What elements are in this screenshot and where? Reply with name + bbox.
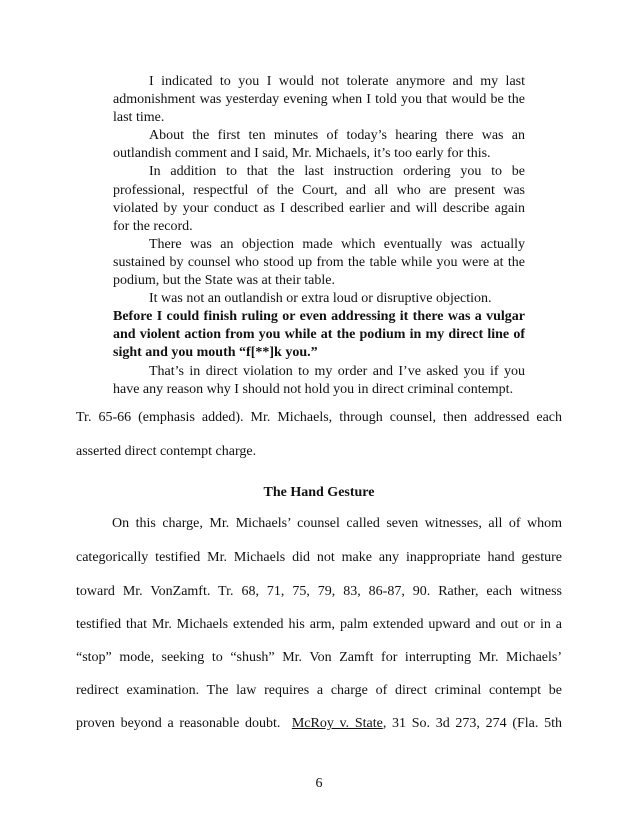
quote-paragraph: That’s in direct violation to my order and I’ve asked you if you have any reason why I should not hold you in direct criminal contempt. bbox=[113, 363, 525, 397]
quote-paragraph: About the first ten minutes of today’s hearing there was an outlandish comment and I said, Mr. Michaels, it’s too early for this. bbox=[113, 128, 525, 162]
quote-paragraph: I indicated to you I would not tolerate anymore and my last admonishment was yesterday evening when I told you that would be the last time. bbox=[113, 74, 525, 126]
case-citation: McRoy v. State bbox=[291, 716, 383, 731]
quote-paragraph: In addition to that the last instruction ordering you to be professional, respectful of the Court, and all who are present was violated by your conduct as I described earlier and will describe again for the record. bbox=[113, 164, 525, 234]
body-text-segment: proven beyond a reasonable doubt. bbox=[76, 716, 281, 731]
quote-paragraph: There was an objection made which eventually was actually sustained by counsel who stood up from the table while you were at the podium, but the State was at their table. bbox=[113, 236, 525, 289]
body-text-line: On this charge, Mr. Michaels’ counsel called seven witnesses, all of whom bbox=[112, 516, 562, 531]
body-text-line: testified that Mr. Michaels extended his arm, palm extended upward and out or in a bbox=[76, 617, 562, 632]
body-text-segment: , 31 So. 3d 273, 274 (Fla. 5th bbox=[382, 716, 562, 731]
page-number: 6 bbox=[315, 776, 323, 791]
section-heading: The Hand Gesture bbox=[263, 485, 375, 500]
body-text-line bbox=[76, 716, 562, 732]
body-text-line: asserted direct contempt charge. bbox=[76, 444, 257, 459]
body-text-line: toward Mr. VonZamft. Tr. 68, 71, 75, 79, 83, 86-87, 90. Rather, each witness bbox=[76, 584, 562, 599]
body-text-line: categorically testified Mr. Michaels did not make any inappropriate hand gesture bbox=[76, 550, 562, 565]
body-text-line: “stop” mode, seeking to “shush” Mr. Von Zamft for interrupting Mr. Michaels’ bbox=[76, 650, 562, 665]
citation-line: Tr. 65-66 (emphasis added). Mr. Michaels, through counsel, then addressed each bbox=[76, 410, 562, 425]
quote-emphasized-paragraph: Before I could finish ruling or even addressing it there was a vulgar and violent action from you while at the podium in my direct line of sight and you mouth “f[**]k you.” bbox=[113, 309, 525, 361]
body-text-line: redirect examination. The law requires a charge of direct criminal contempt be bbox=[76, 683, 562, 698]
block-quote bbox=[113, 73, 525, 399]
quote-paragraph: It was not an outlandish or extra loud or disruptive objection. bbox=[149, 291, 492, 307]
